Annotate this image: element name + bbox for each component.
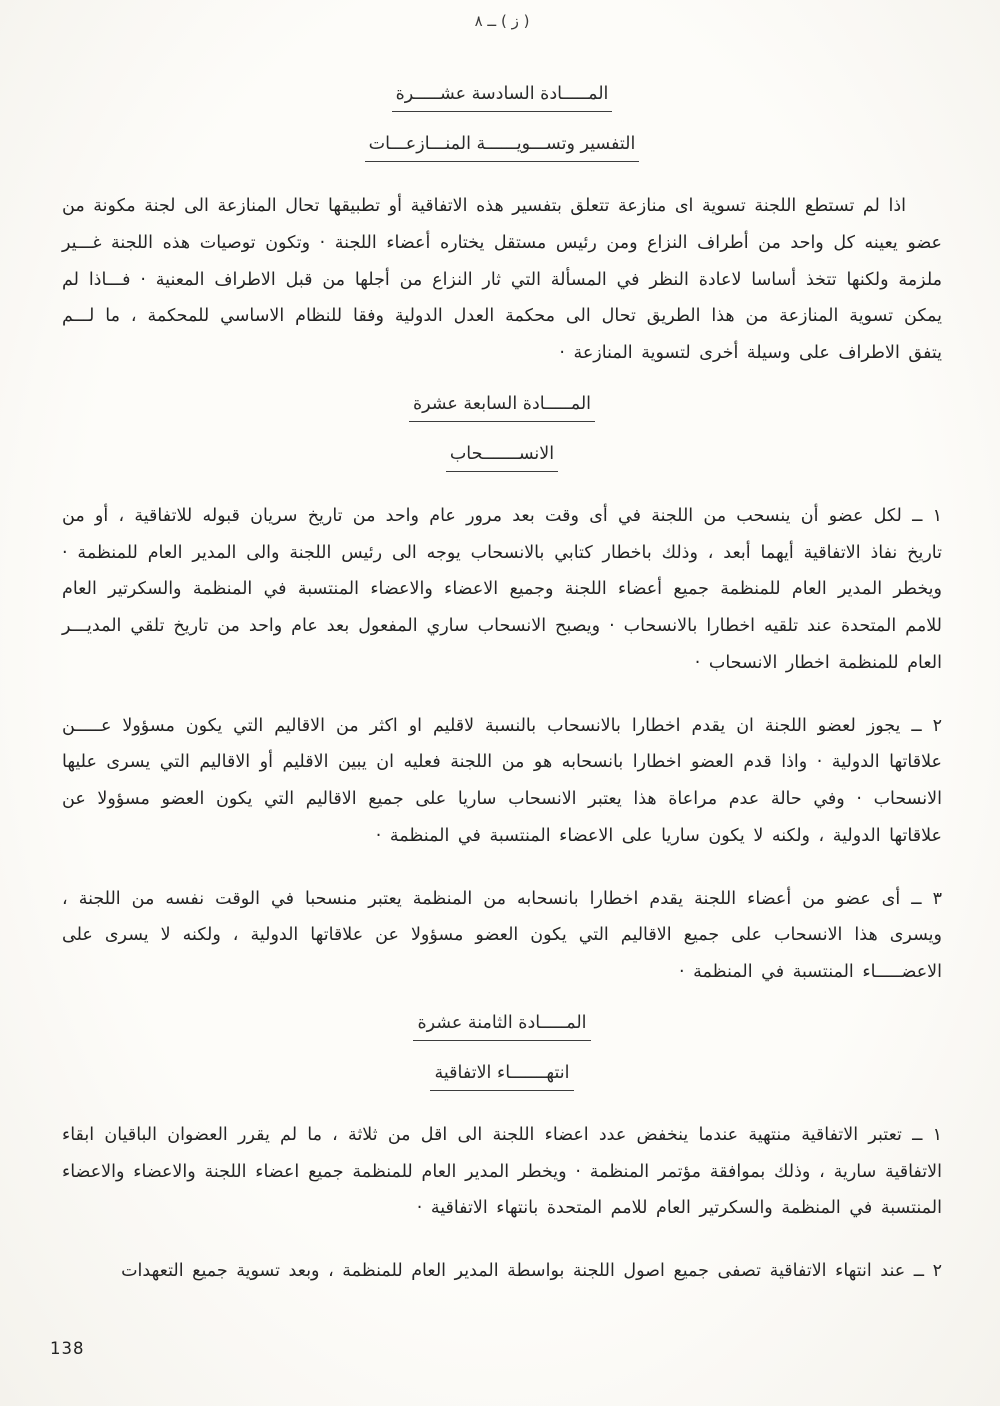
article-18-title-text: المـــــادة الثامنة عشرة <box>413 1013 590 1041</box>
article-17-paragraph-2: ٢ ــ يجوز لعضو اللجنة ان يقدم اخطارا بالانسحاب بالنسبة لاقليم او اكثر من الاقاليم التي يكون مسؤولا عـــــن علاقاتها الدولية · واذا قدم العضو اخطارا بانسحابه هو من اللجنة فعليه ان يبين الاقليم أو الاقاليم التي يسرى عليها الانسحاب · وفي حالة عدم مراعاة هذا يعتبر الانسحاب ساريا على جميع الاقاليم التي يكون العضو مسؤولا عن علاقاتها الدولية ، ولكنه لا يكون ساريا على الاعضاء المنتسبة في المنظمة · <box>62 715 942 846</box>
article-17-paragraph-1: ١ ــ لكل عضو أن ينسحب من اللجنة في أى وقت بعد مرور عام واحد من تاريخ سريان قبوله للاتفاقية ، أو من تاريخ نفاذ الاتفاقية أيهما أبعد ، وذلك باخطار كتابي بالانسحاب يوجه الى رئيس اللجنة والى المدير العام للمنظمة · ويخطر المدير العام للمنظمة جميع أعضاء اللجنة وجميع الاعضاء والاعضاء المنتسبة في المنظمة والسكرتير العام للامم المتحدة عند تلقيه اخطارا بالانسحاب · ويصبح الانسحاب ساري المفعول بعد عام واحد من تاريخ تلقي المديـــر العام للمنظمة اخطار الانسحاب · <box>62 505 942 673</box>
article-16-title-text: المـــــادة السادسة عشـــــرة <box>392 84 613 112</box>
page-number: 138 <box>50 1339 85 1358</box>
article-17-title-text: المـــــادة السابعة عشرة <box>409 394 595 422</box>
article-16-title <box>62 84 942 112</box>
article-17-section <box>62 394 942 991</box>
article-18-paragraph-1: ١ ــ تعتبر الاتفاقية منتهية عندما ينخفض عدد اعضاء اللجنة الى اقل من ثلاثة ، ما لم يقرر العضوان الباقيان ابقاء الاتفاقية سارية ، وذلك بموافقة مؤتمر المنظمة · ويخطر المدير العام للمنظمة جميع اعضاء اللجنة والاعضاء والاعضاء المنتسبة في المنظمة والسكرتير العام للامم المتحدة بانتهاء الاتفاقية · <box>62 1124 942 1219</box>
article-18-subtitle <box>62 1063 942 1091</box>
article-17-title <box>62 394 942 422</box>
article-18-subtitle-text: انتهـــــــاء الاتفاقية <box>430 1063 573 1091</box>
article-17-paragraph-3: ٣ ــ أى عضو من أعضاء اللجنة يقدم اخطارا بانسحابه من المنظمة يعتبر منسحبا في الوقت نفسه من اللجنة ، ويسرى هذا الانسحاب على جميع الاقاليم التي يكون العضو مسؤولا عن علاقاتها الدولية ، ولكنه لا يسرى على الاعضـــــاء المنتسبة في المنظمة · <box>62 888 942 982</box>
article-17-subtitle <box>62 444 942 472</box>
page-header-marker: ( ز ) ــ ٨ <box>474 12 530 30</box>
article-18-paragraph-2: ٢ ــ عند انتهاء الاتفاقية تصفى جميع اصول اللجنة بواسطة المدير العام للمنظمة ، وبعد تسوية جميع التعهدات <box>121 1261 942 1281</box>
article-17-subtitle-text: الانســـــــحاب <box>446 444 558 472</box>
article-18-section <box>62 1013 942 1290</box>
article-16-section <box>62 84 942 372</box>
article-16-paragraph-1: اذا لم تستطع اللجنة تسوية اى منازعة تتعلق بتفسير هذه الاتفاقية أو تطبيقها تحال المنازعة الى لجنة مكونة من عضو يعينه كل واحد من أطراف النزاع ومن رئيس مستقل يختاره أعضاء اللجنة · وتكون توصيات هذه اللجنة غـــير ملزمة ولكنها تتخذ أساسا لاعادة النظر في المسألة التي ثار النزاع من أجلها من قبل الاطراف المعنية · فـــاذا لم يمكن تسوية المنازعة من هذا الطريق تحال الى محكمة العدل الدولية وفقا للنظام الاساسي للمحكمة ، ما لـــم يتفق الاطراف على وسيلة أخرى لتسوية المنازعة · <box>62 196 942 363</box>
article-16-subtitle <box>62 134 942 162</box>
article-18-title <box>62 1013 942 1041</box>
article-16-subtitle-text: التفسير وتســـويــــــة المنـــازعـــات <box>365 134 640 162</box>
